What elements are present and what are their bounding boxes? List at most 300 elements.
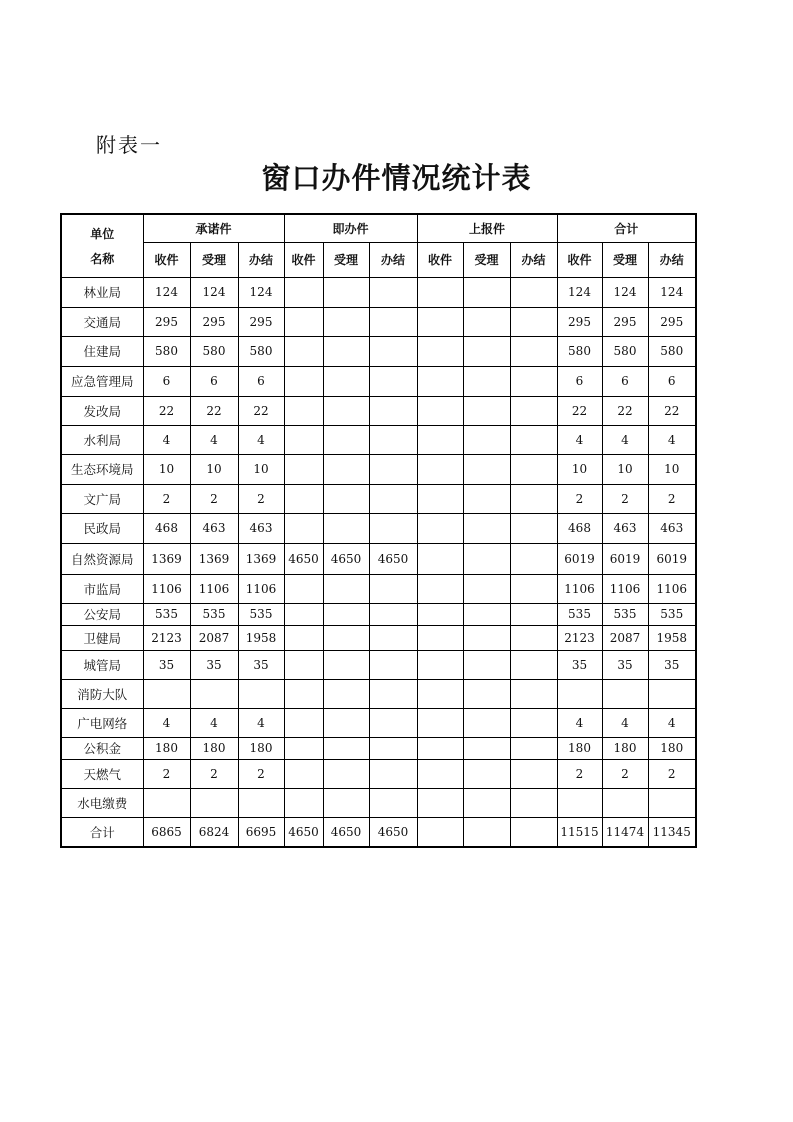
value-cell [369,454,417,484]
value-cell: 295 [190,307,238,336]
value-cell [417,817,463,847]
value-cell: 35 [648,650,696,679]
unit-name: 应急管理局 [61,366,143,396]
value-cell [143,788,190,817]
value-cell: 4 [143,708,190,737]
unit-name: 消防大队 [61,679,143,708]
value-cell [510,396,557,425]
value-cell [323,425,369,454]
value-cell: 295 [648,307,696,336]
value-cell [417,679,463,708]
table-row [61,484,696,513]
value-cell [369,737,417,759]
value-cell [463,737,510,759]
value-cell: 35 [143,650,190,679]
value-cell [323,454,369,484]
value-cell: 535 [602,603,648,625]
value-cell: 463 [190,513,238,543]
value-cell: 463 [238,513,284,543]
value-cell [284,574,323,603]
value-cell [510,650,557,679]
value-cell: 4650 [284,543,323,574]
value-cell [323,603,369,625]
value-cell: 1958 [238,625,284,650]
value-cell [369,425,417,454]
table-row [61,425,696,454]
table-row [61,307,696,336]
value-cell: 4650 [369,817,417,847]
value-cell: 2 [190,484,238,513]
value-cell [238,788,284,817]
total-row [61,817,696,847]
attachment-label: 附表一 [96,133,162,157]
value-cell [417,543,463,574]
unit-name-header [61,214,143,277]
value-cell [557,788,602,817]
page-title: 窗口办件情况统计表 [261,161,532,195]
value-cell [510,336,557,366]
table-row [61,708,696,737]
table-row [61,277,696,307]
sub-header: 受理 [190,242,238,277]
sub-header: 办结 [238,242,284,277]
value-cell [510,307,557,336]
value-cell: 6 [602,366,648,396]
unit-name: 交通局 [61,307,143,336]
value-cell: 35 [190,650,238,679]
value-cell [369,708,417,737]
value-cell [284,737,323,759]
value-cell: 6865 [143,817,190,847]
value-cell: 2123 [143,625,190,650]
unit-name: 卫健局 [61,625,143,650]
value-cell: 4 [648,425,696,454]
value-cell: 11515 [557,817,602,847]
value-cell [284,277,323,307]
value-cell [238,679,284,708]
value-cell [190,679,238,708]
value-cell: 124 [557,277,602,307]
table-row [61,650,696,679]
value-cell [284,307,323,336]
sub-header: 受理 [602,242,648,277]
value-cell [648,788,696,817]
value-cell [463,425,510,454]
value-cell: 11474 [602,817,648,847]
value-cell [510,708,557,737]
value-cell: 4 [238,425,284,454]
value-cell: 22 [602,396,648,425]
value-cell [369,603,417,625]
value-cell: 4 [143,425,190,454]
value-cell: 10 [143,454,190,484]
value-cell: 295 [602,307,648,336]
value-cell [463,543,510,574]
value-cell [510,788,557,817]
value-cell [323,277,369,307]
value-cell: 580 [190,336,238,366]
value-cell: 124 [602,277,648,307]
value-cell [463,650,510,679]
value-cell [369,574,417,603]
value-cell: 4 [190,708,238,737]
value-cell: 535 [557,603,602,625]
value-cell [323,708,369,737]
value-cell [463,817,510,847]
group-header: 上报件 [417,214,557,242]
value-cell [510,574,557,603]
table-row [61,396,696,425]
value-cell [510,425,557,454]
value-cell [463,574,510,603]
value-cell [510,366,557,396]
group-header: 合计 [557,214,696,242]
value-cell: 124 [238,277,284,307]
value-cell [463,679,510,708]
value-cell [463,307,510,336]
value-cell: 22 [557,396,602,425]
value-cell: 124 [190,277,238,307]
value-cell: 10 [190,454,238,484]
value-cell [463,513,510,543]
unit-name: 自然资源局 [61,543,143,574]
value-cell: 2 [238,484,284,513]
value-cell: 4 [602,425,648,454]
value-cell [417,513,463,543]
value-cell: 2 [557,484,602,513]
value-cell [323,484,369,513]
value-cell [417,788,463,817]
value-cell [417,484,463,513]
value-cell [602,679,648,708]
group-header: 即办件 [284,214,417,242]
value-cell [369,484,417,513]
value-cell: 180 [648,737,696,759]
unit-name: 民政局 [61,513,143,543]
unit-name: 林业局 [61,277,143,307]
value-cell [510,277,557,307]
value-cell [463,603,510,625]
value-cell [602,788,648,817]
value-cell: 1106 [602,574,648,603]
value-cell [284,603,323,625]
value-cell [510,679,557,708]
sub-header: 办结 [648,242,696,277]
value-cell: 180 [557,737,602,759]
unit-name: 广电网络 [61,708,143,737]
value-cell [463,484,510,513]
sub-header: 办结 [510,242,557,277]
value-cell: 4 [557,425,602,454]
value-cell [284,788,323,817]
statistics-table [60,213,697,848]
value-cell [463,396,510,425]
value-cell: 463 [648,513,696,543]
value-cell [417,650,463,679]
value-cell: 1369 [143,543,190,574]
unit-name: 生态环境局 [61,454,143,484]
value-cell [369,625,417,650]
value-cell: 6 [238,366,284,396]
value-cell: 22 [143,396,190,425]
unit-name: 合计 [61,817,143,847]
table-row [61,366,696,396]
value-cell [417,336,463,366]
value-cell [284,484,323,513]
sub-header: 收件 [417,242,463,277]
value-cell [323,307,369,336]
value-cell: 4650 [323,543,369,574]
value-cell: 1106 [190,574,238,603]
value-cell [510,543,557,574]
value-cell [323,759,369,788]
value-cell: 180 [238,737,284,759]
value-cell [463,366,510,396]
value-cell [463,454,510,484]
value-cell [510,603,557,625]
value-cell [284,336,323,366]
value-cell [284,425,323,454]
value-cell: 4 [238,708,284,737]
value-cell [284,650,323,679]
value-cell [190,788,238,817]
value-cell [417,366,463,396]
value-cell: 6019 [557,543,602,574]
value-cell: 2 [602,484,648,513]
sub-header: 办结 [369,242,417,277]
table-row [61,336,696,366]
value-cell: 4650 [369,543,417,574]
value-cell [323,737,369,759]
value-cell [323,336,369,366]
value-cell: 10 [602,454,648,484]
value-cell [510,513,557,543]
value-cell [323,574,369,603]
value-cell [369,307,417,336]
value-cell: 2 [648,484,696,513]
sub-header: 收件 [557,242,602,277]
unit-name: 住建局 [61,336,143,366]
value-cell [510,737,557,759]
value-cell [417,454,463,484]
value-cell [463,708,510,737]
value-cell: 1106 [143,574,190,603]
unit-name: 公积金 [61,737,143,759]
value-cell: 580 [557,336,602,366]
value-cell: 2 [648,759,696,788]
value-cell: 4650 [323,817,369,847]
value-cell: 4 [602,708,648,737]
value-cell: 6 [190,366,238,396]
value-cell: 580 [143,336,190,366]
value-cell [417,307,463,336]
value-cell [369,396,417,425]
table-row [61,574,696,603]
unit-name: 发改局 [61,396,143,425]
value-cell: 2 [190,759,238,788]
value-cell: 22 [648,396,696,425]
value-cell: 535 [648,603,696,625]
value-cell: 11345 [648,817,696,847]
value-cell [417,277,463,307]
value-cell: 2 [238,759,284,788]
value-cell [369,759,417,788]
value-cell [557,679,602,708]
value-cell: 6019 [602,543,648,574]
value-cell: 580 [602,336,648,366]
value-cell [648,679,696,708]
value-cell: 295 [238,307,284,336]
value-cell [463,759,510,788]
value-cell: 2087 [190,625,238,650]
value-cell [284,396,323,425]
value-cell [369,513,417,543]
value-cell [510,454,557,484]
value-cell [143,679,190,708]
unit-header-line1: 单位 [90,226,115,241]
value-cell: 1106 [238,574,284,603]
table-row [61,454,696,484]
value-cell [510,625,557,650]
value-cell [284,679,323,708]
value-cell: 124 [648,277,696,307]
value-cell: 35 [557,650,602,679]
value-cell [463,788,510,817]
unit-name: 水电缴费 [61,788,143,817]
value-cell: 4 [557,708,602,737]
value-cell: 180 [602,737,648,759]
value-cell [369,366,417,396]
value-cell [369,650,417,679]
value-cell: 1958 [648,625,696,650]
value-cell: 535 [190,603,238,625]
value-cell [323,679,369,708]
unit-name: 城管局 [61,650,143,679]
sub-header: 受理 [463,242,510,277]
value-cell: 463 [602,513,648,543]
value-cell [510,759,557,788]
table-row [61,759,696,788]
value-cell: 6 [648,366,696,396]
value-cell [323,366,369,396]
value-cell: 10 [557,454,602,484]
table-row [61,737,696,759]
value-cell [284,708,323,737]
value-cell [417,708,463,737]
table-row [61,625,696,650]
value-cell [323,788,369,817]
value-cell: 1106 [648,574,696,603]
value-cell: 4650 [284,817,323,847]
value-cell [417,425,463,454]
unit-name: 天燃气 [61,759,143,788]
value-cell: 535 [238,603,284,625]
table-row [61,543,696,574]
value-cell: 10 [238,454,284,484]
value-cell: 4 [648,708,696,737]
value-cell: 180 [143,737,190,759]
value-cell: 35 [238,650,284,679]
value-cell: 124 [143,277,190,307]
unit-name: 水利局 [61,425,143,454]
value-cell: 1369 [190,543,238,574]
value-cell: 6 [557,366,602,396]
value-cell: 10 [648,454,696,484]
value-cell [510,484,557,513]
value-cell: 2 [557,759,602,788]
value-cell: 4 [190,425,238,454]
value-cell: 580 [648,336,696,366]
value-cell [369,788,417,817]
value-cell [510,817,557,847]
unit-name: 市监局 [61,574,143,603]
value-cell: 468 [557,513,602,543]
sub-header: 收件 [143,242,190,277]
value-cell: 535 [143,603,190,625]
value-cell: 1369 [238,543,284,574]
value-cell [284,454,323,484]
table-row [61,788,696,817]
value-cell [463,625,510,650]
value-cell: 6019 [648,543,696,574]
sub-header: 收件 [284,242,323,277]
value-cell: 2087 [602,625,648,650]
value-cell [417,759,463,788]
value-cell: 6824 [190,817,238,847]
value-cell: 468 [143,513,190,543]
value-cell [417,574,463,603]
value-cell [323,513,369,543]
table-row [61,513,696,543]
value-cell [284,759,323,788]
value-cell: 2 [143,484,190,513]
unit-name: 文广局 [61,484,143,513]
value-cell: 295 [557,307,602,336]
unit-header-line2: 名称 [90,251,115,266]
value-cell [417,603,463,625]
value-cell [284,625,323,650]
value-cell [369,277,417,307]
value-cell: 180 [190,737,238,759]
value-cell [323,625,369,650]
unit-name: 公安局 [61,603,143,625]
value-cell [323,396,369,425]
value-cell [417,396,463,425]
value-cell [417,737,463,759]
value-cell: 6 [143,366,190,396]
value-cell: 2 [143,759,190,788]
value-cell: 580 [238,336,284,366]
value-cell [284,513,323,543]
sub-header: 受理 [323,242,369,277]
value-cell [284,366,323,396]
group-header: 承诺件 [143,214,284,242]
value-cell: 295 [143,307,190,336]
value-cell [463,277,510,307]
value-cell [369,336,417,366]
value-cell [417,625,463,650]
value-cell [369,679,417,708]
value-cell: 22 [190,396,238,425]
value-cell: 1106 [557,574,602,603]
value-cell: 35 [602,650,648,679]
value-cell: 6695 [238,817,284,847]
table-row [61,679,696,708]
value-cell [323,650,369,679]
value-cell: 22 [238,396,284,425]
value-cell [463,336,510,366]
table-row [61,603,696,625]
